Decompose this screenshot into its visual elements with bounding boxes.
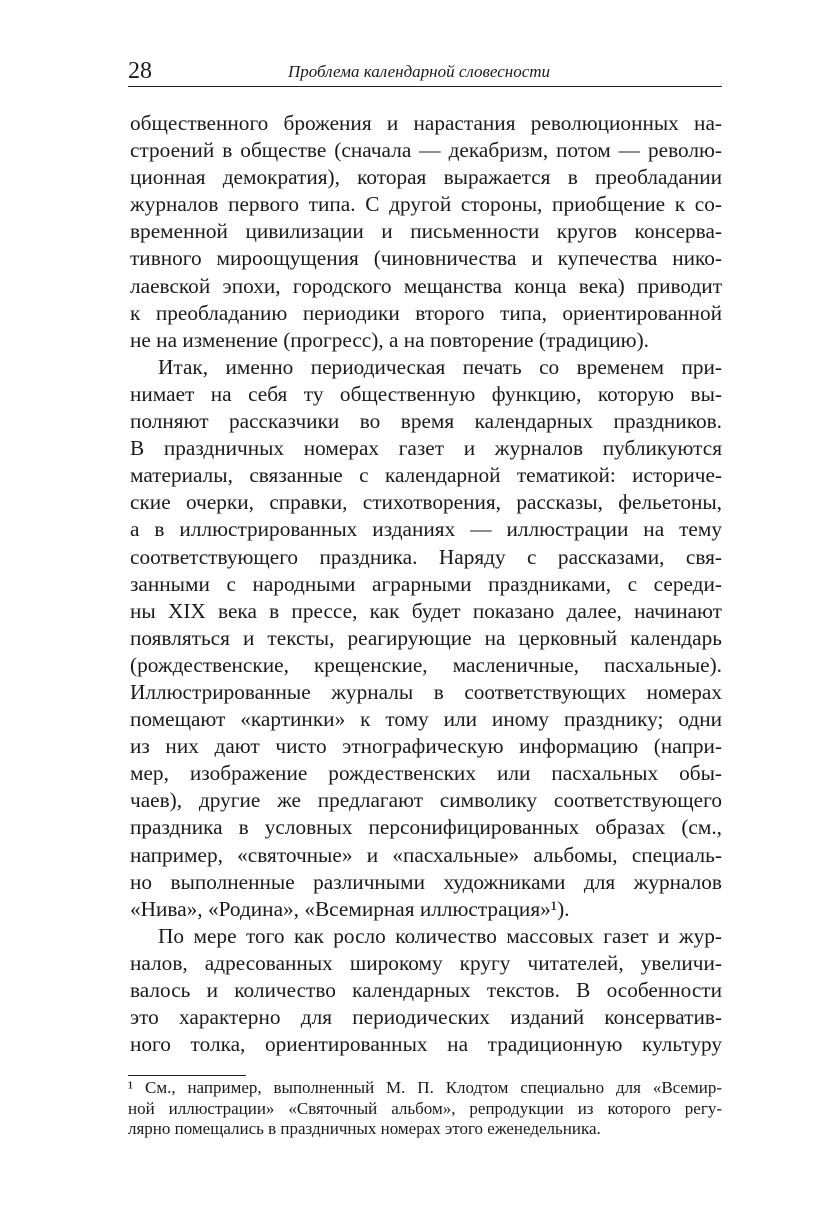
text-line: (рождественские, крещенские, масленичные, пасхальные). bbox=[130, 652, 722, 677]
text-line: помещают «картинки» к тому или иному празднику; одни bbox=[130, 707, 722, 732]
text-line: ного толка, ориентированных на традиционную культуру bbox=[130, 1032, 722, 1057]
page-number: 28 bbox=[128, 58, 152, 84]
text-line: но выполненные различными художниками для журналов bbox=[130, 869, 722, 894]
text-line: тивного мироощущения (чиновничества и купечества нико- bbox=[130, 246, 722, 271]
footnote-line: лярно помещались в праздничных номерах этого еженедельника. bbox=[128, 1119, 601, 1138]
text-line: к преобладанию периодики второго типа, ориентированной bbox=[130, 300, 722, 325]
text-line: появляться и тексты, реагирующие на церковный календарь bbox=[130, 625, 722, 650]
text-line: По мере того как росло количество массовых газет и жур- bbox=[158, 923, 722, 948]
text-line: лаевской эпохи, городского мещанства конца века) приводит bbox=[130, 273, 722, 298]
paragraph bbox=[130, 923, 722, 1058]
text-line: В праздничных номерах газет и журналов публикуются bbox=[130, 436, 722, 461]
text-line: журналов первого типа. С другой стороны, приобщение к со- bbox=[130, 192, 722, 217]
footnote-line: ной иллюстрации» «Святочный альбом», репродукции из которого регу- bbox=[128, 1098, 722, 1118]
text-line: мер, изображение рождественских или пасхальных обы- bbox=[130, 761, 722, 786]
text-line: нимает на себя ту общественную функцию, которую вы- bbox=[130, 381, 722, 406]
text-line: не на изменение (прогресс), а на повторение (традицию). bbox=[130, 327, 649, 352]
text-line: соответствующего праздника. Наряду с рассказами, свя- bbox=[130, 544, 722, 569]
footnote-divider bbox=[128, 1075, 246, 1076]
running-title: Проблема календарной словесности bbox=[288, 62, 551, 81]
text-line: Итак, именно периодическая печать со временем при- bbox=[158, 354, 722, 379]
text-line: строений в обществе (сначала — декабризм, потом — револю- bbox=[130, 138, 722, 163]
paragraph bbox=[130, 110, 722, 354]
text-line: из них дают чисто этнографическую информацию (напри- bbox=[130, 734, 722, 759]
text-line: это характерно для периодических изданий консерватив- bbox=[130, 1005, 722, 1030]
text-line: чаев), другие же предлагают символику соответствующего bbox=[130, 788, 722, 813]
running-header bbox=[128, 58, 722, 87]
text-line: временной цивилизации и письменности кругов консерва- bbox=[130, 219, 722, 244]
text-line: «Нива», «Родина», «Всемирная иллюстрация»¹). bbox=[130, 896, 570, 921]
text-line: полняют рассказчики во время календарных праздников. bbox=[130, 409, 722, 434]
paragraph bbox=[130, 354, 722, 923]
footnote-line: ¹ См., например, выполненный М. П. Клодтом специально для «Всемир- bbox=[128, 1078, 722, 1097]
text-line: например, «святочные» и «пасхальные» альбомы, специаль- bbox=[130, 842, 722, 867]
text-line: Иллюстрированные журналы в соответствующих номерах bbox=[130, 679, 722, 704]
text-line: занными с народными аграрными праздниками, с середи- bbox=[130, 571, 722, 596]
text-line: ционная демократия), которая выражается в преобладании bbox=[130, 165, 722, 190]
body-text bbox=[130, 110, 722, 1058]
text-line: праздника в условных персонифицированных образах (см., bbox=[130, 815, 722, 840]
text-line: ны XIX века в прессе, как будет показано далее, начинают bbox=[130, 598, 722, 623]
text-line: валось и количество календарных текстов. В особенности bbox=[130, 978, 722, 1002]
text-line: материалы, связанные с календарной тематикой: историче- bbox=[130, 463, 722, 488]
text-line: а в иллюстрированных изданиях — иллюстрации на тему bbox=[130, 517, 722, 542]
text-line: налов, адресованных широкому кругу читателей, увеличи- bbox=[130, 950, 722, 975]
text-line: ские очерки, справки, стихотворения, рассказы, фельетоны, bbox=[130, 490, 722, 515]
footnote bbox=[128, 1078, 722, 1140]
text-line: общественного брожения и нарастания революционных на- bbox=[130, 111, 722, 135]
